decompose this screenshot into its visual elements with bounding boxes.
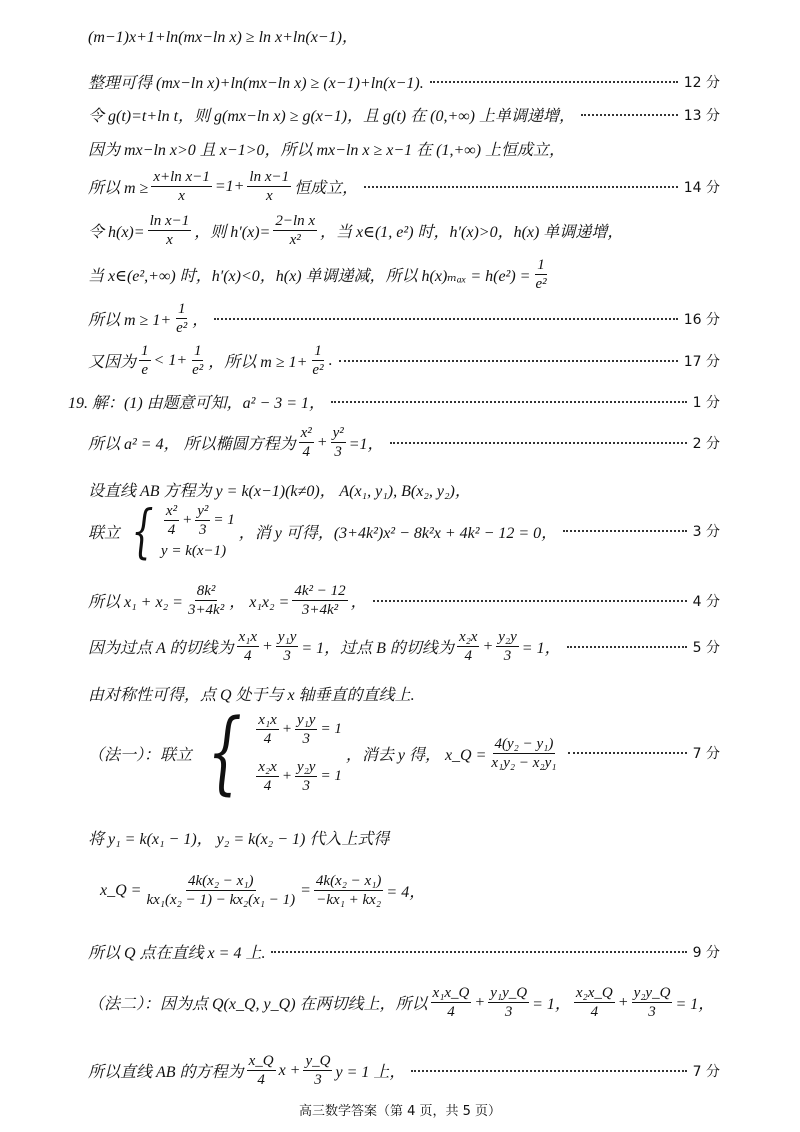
solution-line: （法二）：因为点 Q(x_Q, y_Q) 在两切线上，所以 $\frac{\text{x₁x\_Q}}{4}$ + $\frac{\text{y₁y\_Q}}{3}$ = 1， $\frac{\text{x₂x\_Q}}{4}$ + $\frac{\text{y₂y\_Q}}{3}$ = 1， [88, 985, 715, 1020]
score-label: 5 分 [692, 639, 720, 656]
score-label: 13 分 [683, 107, 720, 124]
math-text: 由对称性可得，点 Q 处于与 x 轴垂直的直线上. [88, 687, 415, 704]
solution-line [88, 137, 720, 160]
dot-leader [271, 951, 686, 953]
score-label: 7 分 [692, 746, 720, 762]
solution-line: 所以 a² = 4， 所以椭圆方程为 $\frac{\text{x²}}{4}$ + $\frac{\text{y²}}{3}$ =1， 2 分 [88, 425, 720, 460]
score-label: 7 分 [692, 1063, 720, 1080]
fraction: $\frac{\text{y²}}{3}$ [332, 425, 344, 460]
fraction: $\frac{y\_Q}{3}$ [305, 1053, 331, 1088]
fraction: $\frac{\text{x₂x}}{4}$ [458, 629, 478, 664]
question-19-header: 19. 解：(1) 由题意可知，a² − 3 = 1， [68, 395, 326, 412]
fraction: $\frac{\text{4k(x₂ − x₁)}}{\text{−kx₁ + kx₂}}$ [315, 873, 382, 908]
fraction: $\frac{\text{x²}}{4}$ [300, 425, 312, 460]
math-text: 将 y₁ = k(x₁ − 1)， y₂ = k(x₂ − 1) 代入上式得 [88, 831, 390, 848]
score-label: 1 分 [692, 394, 720, 411]
score-label: 16 分 [683, 311, 720, 328]
solution-line: （法一）：联立 { $\frac{\text{x₁x}}{4}$ + $\frac{\text{y₁y}}{3}$ = 1 $\frac{\text{x₂x}}{4}$ + $\frac{\text{y₂y}}{3}$ = 1 ，消去 y 得， x_Q = $\frac{\text{4(y₂ − y₁)}}{\text{x₁y₂ − x₂y₁}}$ 7 分 [88, 700, 720, 805]
solution-line: 所以 m ≥ $\frac{\text{x+ln x−1}}{x}$ =1+ $\frac{\text{ln x−1}}{x}$ 恒成立， 14 分 [88, 169, 720, 204]
math-text: 整理可得 (mx−ln x)+ln(mx−ln x) ≥ (x−1)+ln(x−1). [88, 75, 424, 92]
score-label: 12 分 [683, 74, 720, 91]
dot-leader [568, 752, 687, 754]
solution-line [88, 682, 720, 705]
solution-line [88, 940, 720, 963]
solution-line [88, 826, 720, 849]
solution-line: 又因为 $\frac{1}{e}$ < 1+ $\frac{1}{\text{e²}}$ ，所以 m ≥ 1+ $\frac{1}{\text{e²}}$ . 17 分 [88, 343, 720, 378]
dot-leader [390, 442, 687, 444]
dot-leader [430, 81, 678, 83]
solution-line [88, 24, 720, 47]
fraction: $\frac{1}{\text{e²}}$ [176, 301, 188, 336]
fraction: $\frac{\text{ln x−1}}{x}$ [149, 213, 190, 248]
equation-system: { $\frac{\text{x²}}{4}$ + $\frac{\text{y²}}{3}$ = 1 y = k(x−1) [131, 497, 235, 565]
solution-line: 所以 x₁ + x₂ = $\frac{\text{8k²}}{\text{3+4k²}}$ ， x₁x₂ = $\frac{\text{4k² − 12}}{\text{3+4k²}}$ ， 4 分 [88, 583, 720, 618]
fraction: $\frac{x\_Q}{4}$ [248, 1053, 274, 1088]
score-label: 4 分 [692, 593, 720, 610]
score-label: 17 分 [683, 353, 720, 370]
dot-leader [364, 186, 678, 188]
math-text: 因为 mx−ln x>0 且 x−1>0，所以 mx−ln x ≥ x−1 在 (1,+∞) 上恒成立， [88, 142, 566, 159]
fraction: $\frac{\text{y₂y\_Q}}{3}$ [633, 985, 671, 1020]
fraction: $\frac{\text{x₁x\_Q}}{4}$ [432, 985, 470, 1020]
solution-line: 所以 m ≥ 1+ $\frac{1}{\text{e²}}$ ， 16 分 [88, 301, 720, 336]
score-label: 14 分 [683, 179, 720, 196]
fraction: $\frac{\text{x₁x}}{4}$ [238, 629, 258, 664]
fraction: $\frac{\text{x₂x\_Q}}{4}$ [575, 985, 613, 1020]
dot-leader [567, 646, 687, 648]
solution-line [88, 103, 720, 126]
fraction: $\frac{1}{\text{e²}}$ [535, 257, 547, 292]
fraction: $\frac{\text{2−ln x}}{\text{x²}}$ [275, 213, 316, 248]
fraction: $\frac{\text{ln x−1}}{x}$ [249, 169, 290, 204]
math-text: (m−1)x+1+ln(mx−ln x) ≥ ln x+ln(x−1)， [88, 29, 358, 46]
dot-leader [214, 318, 677, 320]
solution-line: 因为过点 A 的切线为 $\frac{\text{x₁x}}{4}$ + $\frac{\text{y₁y}}{3}$ = 1，过点 B 的切线为 $\frac{\text{x₂x}}{4}$ + $\frac{\text{y₂y}}{3}$ = 1， 5 分 [88, 629, 720, 664]
dot-leader [581, 114, 678, 116]
score-label: 9 分 [692, 944, 720, 961]
solution-line: 当 x∈(e²,+∞) 时，h′(x)<0，h(x) 单调递减，所以 h(x)ₘₐₓ = h(e²) = $\frac{1}{\text{e²}}$ [88, 257, 547, 292]
solution-line: x_Q = $\frac{\text{4k(x₂ − x₁)}}{\text{kx₁(x₂ − 1) − kx₂(x₁ − 1)}}$ = $\frac{\text{4k(x₂ − x₁)}}{\text{−kx₁ + kx₂}}$ = 4， [100, 873, 426, 908]
dot-leader [411, 1070, 686, 1072]
page-footer: 高三数学答案（第 4 页，共 5 页） [298, 1104, 502, 1119]
score-label: 2 分 [692, 435, 720, 452]
math-text: 所以 m ≥ [88, 180, 149, 197]
solution-line [88, 478, 720, 501]
dot-leader [373, 600, 687, 602]
fraction: $\frac{\text{y₂y}}{3}$ [498, 629, 517, 664]
fraction: $\frac{1}{e}$ [141, 343, 149, 378]
fraction: $\frac{\text{4k(x₂ − x₁)}}{\text{kx₁(x₂ − 1) − kx₂(x₁ − 1)}}$ [146, 873, 296, 908]
solution-line: 令 h(x)= $\frac{\text{ln x−1}}{x}$ ，则 h′(x)= $\frac{\text{2−ln x}}{\text{x²}}$ ，当 x∈(1, e²) 时，h′(x)>0，h(x) 单调递增， [88, 213, 624, 248]
fraction: $\frac{1}{\text{e²}}$ [192, 343, 204, 378]
dot-leader [331, 401, 687, 403]
fraction: $\frac{\text{x+ln x−1}}{x}$ [153, 169, 210, 204]
solution-line: 所以直线 AB 的方程为 $\frac{x\_Q}{4}$ x + $\frac{y\_Q}{3}$ y = 1 上， 7 分 [88, 1053, 720, 1088]
solution-line [68, 390, 720, 413]
math-text: 所以 Q 点在直线 x = 4 上. [88, 945, 266, 962]
score-label: 3 分 [692, 524, 720, 540]
solution-line [88, 70, 720, 93]
fraction: $\frac{\text{y₁y}}{3}$ [277, 629, 297, 664]
dot-leader [563, 530, 686, 532]
dot-leader [339, 360, 678, 362]
solution-line: 联立 { $\frac{\text{x²}}{4}$ + $\frac{\text{y²}}{3}$ = 1 y = k(x−1) ，消 y 可得，(3+4k²)x² − 8k²x + 4k² − 12 = 0， 3 分 [88, 497, 720, 565]
fraction: $\frac{\text{y₁y\_Q}}{3}$ [490, 985, 528, 1020]
fraction: $\frac{\text{8k²}}{\text{3+4k²}}$ [187, 583, 225, 618]
fraction: $\frac{\text{4(y₂ − y₁)}}{\text{x₁y₂ − x₂y₁}}$ [491, 735, 557, 771]
math-text: 令 g(t)=t+ln t，则 g(mx−ln x) ≥ g(x−1)，且 g(t) 在 (0,+∞) 上单调递增， [88, 108, 575, 125]
fraction: $\frac{\text{4k² − 12}}{\text{3+4k²}}$ [294, 583, 346, 618]
fraction: $\frac{1}{\text{e²}}$ [312, 343, 324, 378]
equation-system: { $\frac{\text{x₁x}}{4}$ + $\frac{\text{y₁y}}{3}$ = 1 $\frac{\text{x₂x}}{4}$ + $\frac{\text{y₂y}}{3}$ = 1 [207, 700, 342, 805]
math-text: 设直线 AB 方程为 y = k(x−1)(k≠0)， A(x₁, y₁), B(x₂, y₂)， [88, 483, 471, 500]
